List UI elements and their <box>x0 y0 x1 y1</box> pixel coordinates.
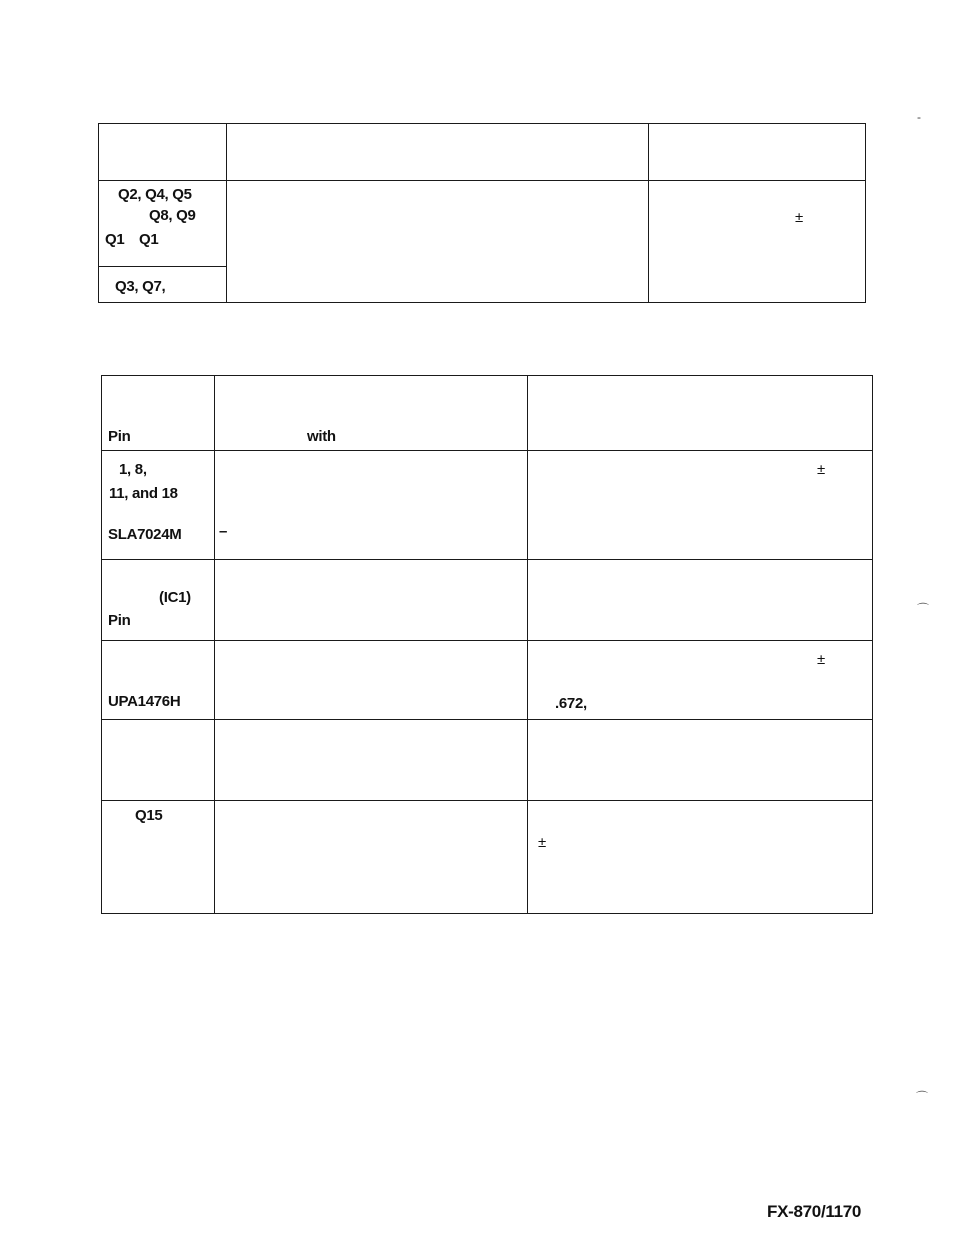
plus-minus-sign: ± <box>538 834 546 851</box>
table-2-header-row <box>102 376 873 451</box>
page-footer-model: FX-870/1170 <box>767 1202 862 1221</box>
table-row <box>99 181 866 303</box>
transistor-list-2: Q8, Q9 <box>149 207 196 224</box>
table-2-row-5-cell-3 <box>528 801 873 914</box>
margin-mark: ‐ <box>917 110 921 124</box>
table-1-header-cell-2 <box>227 124 649 181</box>
table-2-row-3-cell-2 <box>215 641 528 720</box>
table-2-row-4-cell-2 <box>215 720 528 801</box>
table-2-header-cell-1 <box>102 376 215 451</box>
transistor-array-part: UPA1476H <box>108 693 181 710</box>
table-2-row-1-cell-3 <box>528 451 873 560</box>
table-2-row-1-cell-2 <box>215 451 528 560</box>
transistor-q15: Q15 <box>135 807 163 824</box>
table-2-row-2-cell-3 <box>528 560 873 641</box>
header-pin-label: Pin <box>108 428 131 445</box>
table-2-row-4-cell-1 <box>102 720 215 801</box>
plus-minus-sign: ± <box>817 651 825 668</box>
transistor-list-1: Q2, Q4, Q5 <box>118 186 192 203</box>
table-row <box>102 560 873 641</box>
pin-label: Pin <box>108 612 131 629</box>
measured-value: .672, <box>555 695 587 712</box>
table-2-header-cell-3 <box>528 376 873 451</box>
table-1-value-cell <box>649 181 866 303</box>
table-1-header-cell-1 <box>99 124 227 181</box>
table-2-row-2-cell-1 <box>102 560 215 641</box>
pin-numbers-1: 1, 8, <box>119 461 147 478</box>
plus-minus-sign: ± <box>795 209 803 226</box>
transistor-list-3: Q1 <box>105 231 125 248</box>
table-1-description-cell <box>227 181 649 303</box>
table-2-header-cell-2 <box>215 376 528 451</box>
plus-minus-sign: ± <box>817 461 825 478</box>
transistor-list-5: Q3, Q7, <box>115 278 166 295</box>
table-row <box>102 720 873 801</box>
table-row <box>102 641 873 720</box>
table-2-row-1-cell-1 <box>102 451 215 560</box>
table-2-row-5-cell-1 <box>102 801 215 914</box>
table-2-row-5-cell-2 <box>215 801 528 914</box>
ic-designator: (IC1) <box>159 589 191 606</box>
pin-numbers-2: 11, and 18 <box>109 485 178 502</box>
cell-divider <box>98 266 227 267</box>
table-2-row-3-cell-1 <box>102 641 215 720</box>
table-1 <box>98 123 866 303</box>
table-row <box>102 451 873 560</box>
dash-mark: – <box>219 523 228 540</box>
margin-mark: ⌒ <box>916 1090 929 1104</box>
table-2 <box>101 375 873 914</box>
table-2-row-3-cell-3 <box>528 641 873 720</box>
header-with-label: with <box>307 428 336 445</box>
table-1-header-row <box>99 124 866 181</box>
transistor-list-4: Q1 <box>139 231 159 248</box>
table-row <box>102 801 873 914</box>
ic-part-number: SLA7024M <box>108 526 182 543</box>
table-2-row-2-cell-2 <box>215 560 528 641</box>
table-1-header-cell-3 <box>649 124 866 181</box>
table-2-row-4-cell-3 <box>528 720 873 801</box>
margin-mark: ⌒ <box>917 602 930 616</box>
table-1-transistor-cell <box>99 181 227 303</box>
